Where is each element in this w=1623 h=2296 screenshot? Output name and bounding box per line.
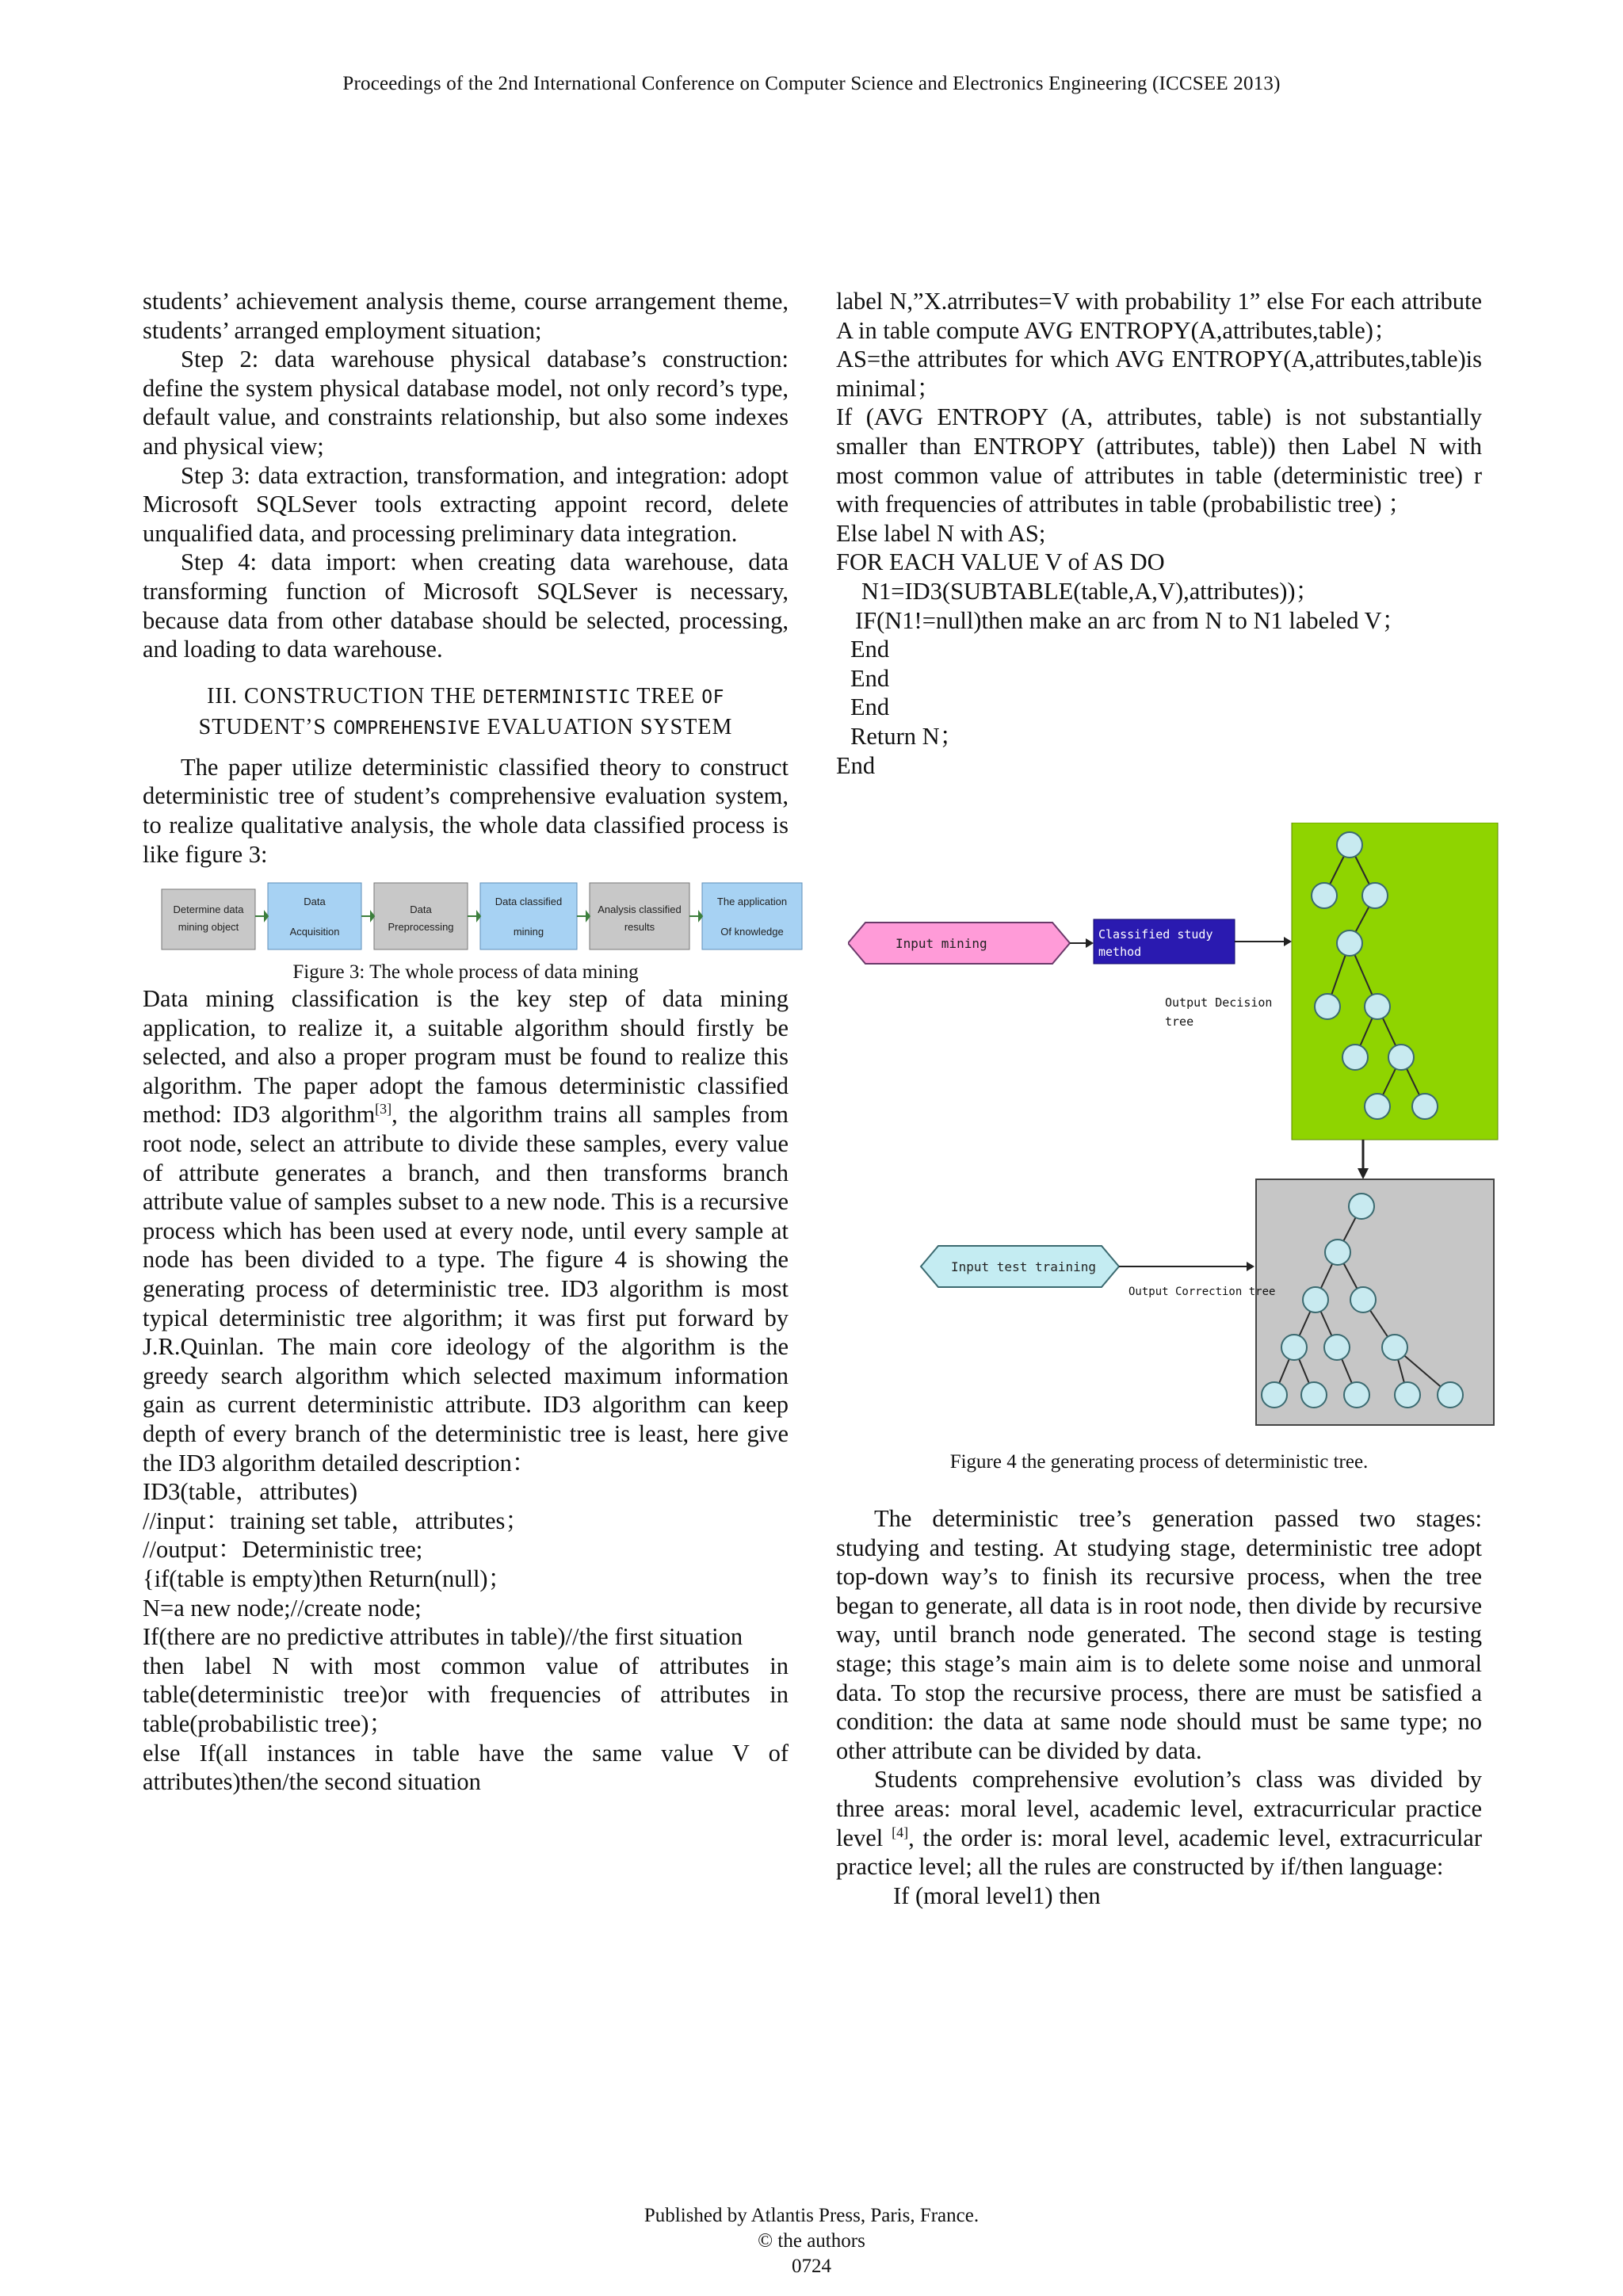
citation: [3] bbox=[375, 1101, 392, 1117]
paragraph: If (moral level1) then bbox=[893, 1881, 1101, 1909]
flow-box-6-label: The application bbox=[716, 896, 788, 908]
code-line: ID3(table，attributes) bbox=[143, 1478, 358, 1506]
paragraph: Step 2: data warehouse physical database’s construction: define the system physical database model, not only record’s type, default value, and constraints relationship, but also some indexes and physical view; bbox=[143, 346, 789, 460]
input-test-label: Input test training bbox=[951, 1259, 1097, 1275]
flow-arrowhead bbox=[586, 912, 590, 920]
running-header: Proceedings of the 2nd International Conference on Computer Science and Electronics Engineering (ICCSEE 2013) bbox=[342, 73, 1281, 94]
code-line: N1=ID3(SUBTABLE(table,A,V),attributes))； bbox=[861, 577, 1320, 605]
paragraph: Step 3: data extraction, transformation, and integration: adopt Microsoft SQLSever tools extracting appoint record, delete unqualified data, and processing preliminary data integration. bbox=[143, 461, 789, 547]
flow-box-5-label: Analysis classified bbox=[598, 904, 682, 916]
classified-method-label: Classified study bbox=[1098, 927, 1213, 942]
code-line: End bbox=[850, 636, 890, 663]
output-decision-label: Output Decision bbox=[1165, 995, 1273, 1010]
code-line: AS=the attributes for which AVG ENTROPY(A,attributes,table)is minimal； bbox=[836, 346, 1482, 402]
publisher-line: Published by Atlantis Press, Paris, France. bbox=[643, 2205, 980, 2226]
page-number: 0724 bbox=[792, 2256, 831, 2277]
output-decision-label: tree bbox=[1165, 1014, 1194, 1030]
code-line: else If(all instances in table have the same value V of attributes)then/the second situation bbox=[143, 1739, 789, 1796]
flow-box-1 bbox=[162, 889, 255, 949]
flow-box-6-label: Of knowledge bbox=[720, 926, 784, 938]
code-line: End bbox=[836, 751, 876, 779]
figure-4-tree-diagram bbox=[848, 823, 1506, 1441]
left-column bbox=[143, 287, 789, 1797]
figure-3-caption: Figure 3: The whole process of data mining bbox=[292, 961, 639, 984]
code-line: FOR EACH VALUE V of AS DO bbox=[836, 548, 1165, 576]
page-footer bbox=[0, 2203, 1623, 2279]
flow-box-2 bbox=[268, 883, 361, 949]
citation: [4] bbox=[892, 1824, 909, 1840]
paragraph: Students comprehensive evolution’s class was divided by three areas: moral level, academic level, extracurricular practice level [4], the order is: moral level, academic level, extracurricular practice level; all the rules are constructed by if/then language: bbox=[836, 1766, 1482, 1881]
code-line: End bbox=[850, 664, 890, 692]
arrowhead bbox=[1284, 937, 1292, 946]
code-line: If(there are no predictive attributes in table)//the first situation bbox=[143, 1623, 743, 1651]
flow-box-1-label: Determine data bbox=[173, 904, 244, 916]
copyright-line: © the authors bbox=[758, 2230, 865, 2252]
section-heading: III. CONSTRUCTION THE DETERMINISTIC TREE OF STUDENT’S COMPREHENSIVE EVALUATION SYSTEM bbox=[198, 683, 733, 739]
flow-box-4 bbox=[480, 883, 577, 949]
output-correction-label: Output Correction tree bbox=[1128, 1286, 1276, 1299]
figure-4-caption: Figure 4 the generating process of deterministic tree. bbox=[949, 1451, 1369, 1473]
figure-3-flowchart bbox=[158, 880, 828, 956]
classified-method-label: method bbox=[1098, 945, 1142, 960]
flow-arrowhead bbox=[477, 912, 480, 920]
flow-box-1-label: mining object bbox=[178, 921, 239, 934]
down-arrowhead bbox=[1358, 1168, 1369, 1179]
code-line: IF(N1!=null)then make an arc from N to N1 labeled V； bbox=[855, 606, 1407, 634]
paragraph: The paper utilize deterministic classified theory to construct deterministic tree of student’s comprehensive evaluation system, to realize qualitative analysis, the whole data classified process is like figure 3: bbox=[143, 753, 789, 868]
flow-arrowhead bbox=[699, 912, 702, 920]
flow-box-3-label: Data bbox=[410, 904, 432, 916]
input-mining-label: Input mining bbox=[896, 936, 987, 952]
paragraph: students’ achievement analysis theme, course arrangement theme, students’ arranged employment situation; bbox=[143, 288, 789, 344]
code-line: //output：Deterministic tree; bbox=[143, 1536, 423, 1564]
paragraph: Step 4: data import: when creating data warehouse, data transforming function of Microsoft SQLSever is necessary, because data from other database should be selected, processing, and loading to data warehouse. bbox=[143, 548, 789, 663]
flow-box-3 bbox=[374, 883, 468, 949]
code-line: Else label N with AS; bbox=[836, 519, 1046, 547]
code-line: then label N with most common value of attributes in table(deterministic tree)or with frequencies of attributes in table(probabilistic tree)； bbox=[143, 1652, 789, 1737]
flow-box-6 bbox=[702, 883, 802, 949]
flow-box-5-label: results bbox=[624, 921, 655, 934]
right-column bbox=[836, 287, 1482, 1910]
flow-box-4-label: Data classified bbox=[495, 896, 563, 908]
flow-box-4-label: mining bbox=[513, 926, 544, 938]
code-line: {if(table is empty)then Return(null)； bbox=[143, 1564, 513, 1592]
code-line: If (AVG ENTROPY (A, attributes, table) is not substantially smaller than ENTROPY (attributes, table)) then Label N with most common value of attributes in table (deterministic tree) r with frequencies of attributes in table (probabilistic tree) ； bbox=[836, 403, 1482, 518]
code-line: label N,”X.atrributes=V with probability 1” else For each attribute A in table compute AVG ENTROPY(A,attributes,table)； bbox=[836, 288, 1482, 344]
flow-box-3-label: Preprocessing bbox=[388, 921, 454, 934]
paragraph: Data mining classification is the key step of data mining application, to realize it, a suitable algorithm should firstly be selected, and also a proper program must be found to realize this algorithm. The paper adopt the famous deterministic classified method: ID3 algorithm[3], the algorithm trains all samples from root node, select an attribute to divide these samples, every value of attribute generates a branch, and then transforms branch attribute value of samples subset to a new node. This is a recursive process which has been used at every node, until every sample at node has been divided to a type. The figure 4 is showing the generating process of deterministic tree. ID3 algorithm is most typical deterministic tree algorithm; it was first put forward by J.R.Quinlan. The main core ideology of the algorithm is the greedy search algorithm which selected maximum information gain as current deterministic attribute. ID3 algorithm can keep depth of every branch of the deterministic tree is least, here give the ID3 algorithm detailed description： bbox=[143, 985, 789, 1477]
flow-box-2-label: Data bbox=[304, 896, 326, 908]
flow-arrowhead bbox=[265, 912, 268, 920]
flow-arrowhead bbox=[371, 912, 374, 920]
flow-box-2-label: Acquisition bbox=[289, 926, 340, 938]
tree-diagram-graphic bbox=[848, 823, 1506, 1441]
code-line: //input：training set table，attributes； bbox=[143, 1507, 529, 1534]
flow-box-5 bbox=[590, 883, 689, 949]
paragraph: The deterministic tree’s generation passed two stages: studying and testing. At studying stage, deterministic tree adopt top-down way’s to finish its recursive process, when the tree began to generate, all data is in root node, then divide by recursive way, until branch node generated. The second stage is testing stage; this stage’s main aim is to delete some noise and unmoral data. To stop the recursive process, there are must be satisfied a condition: the data at same node should must be same type; no other attribute can be divided by data. bbox=[836, 1505, 1482, 1764]
flowchart-graphic bbox=[158, 880, 828, 956]
code-line: End bbox=[850, 693, 890, 721]
code-line: N=a new node;//create node; bbox=[143, 1594, 422, 1622]
decision-tree-panel bbox=[1292, 823, 1498, 1140]
code-line: Return N； bbox=[850, 722, 964, 750]
arrowhead bbox=[1247, 1262, 1254, 1271]
arrowhead bbox=[1086, 938, 1094, 948]
